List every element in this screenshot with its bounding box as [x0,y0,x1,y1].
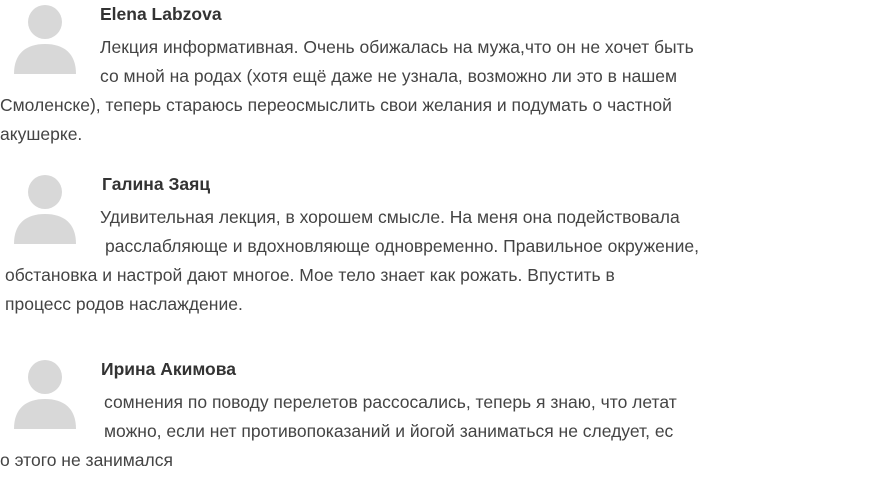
review-text-line: Смоленске), теперь стараюсь переосмыслить свои желания и подумать о частной [0,95,672,115]
review-author: Elena Labzova [100,4,222,24]
user-avatar-icon [8,355,82,429]
review-author: Галина Заяц [102,174,211,194]
review-text-line: обстановка и настрой дают многое. Мое тело знает как рожать. Впустить в [5,265,615,285]
review-text-line: Удивительная лекция, в хорошем смысле. На меня она подействовала [100,207,680,227]
user-avatar-icon [8,170,82,244]
review-text-line: сомнения по поводу перелетов рассосались, теперь я знаю, что летат [104,392,677,412]
review-text-line: процесс родов наслаждение. [5,294,243,314]
review-text-line: акушерке. [0,124,83,144]
user-avatar-icon [8,0,82,74]
review-text-line: о этого не занимался [0,450,173,470]
review-text-line: со мной на родах (хотя ещё даже не узнала, возможно ли это в нашем [100,66,678,86]
review-author: Ирина Акимова [101,359,237,379]
review-text-line: Лекция информативная. Очень обижалась на мужа,что он не хочет быть [100,37,694,57]
review-text-line: можно, если нет противопоказаний и йогой заниматься не следует, ес [104,421,674,441]
review-text-line: расслабляюще и вдохновляюще одновременно. Правильное окружение, [105,236,699,256]
